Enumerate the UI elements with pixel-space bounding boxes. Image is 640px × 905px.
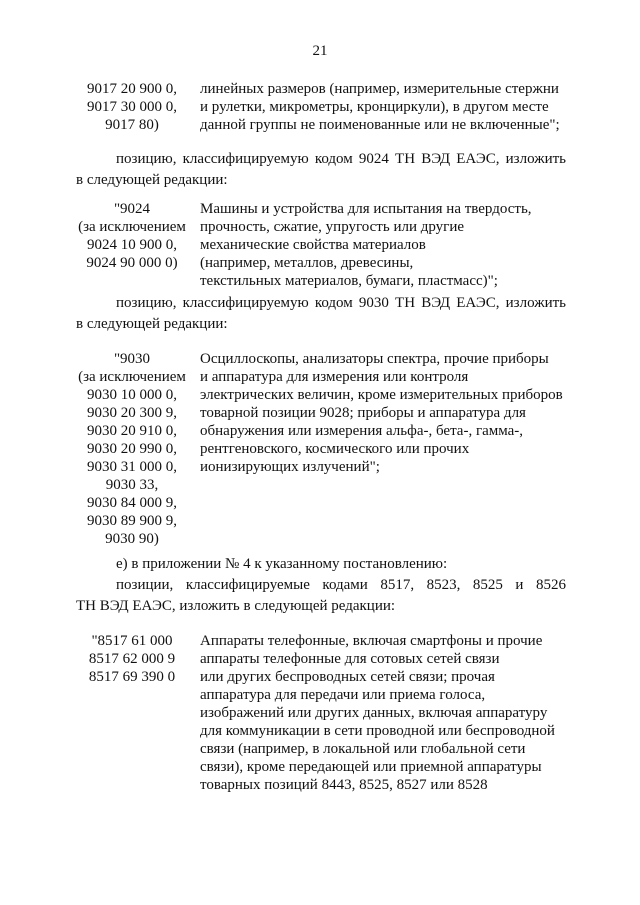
paragraph-appendix-4 [76, 555, 566, 615]
word: изложить [505, 295, 566, 311]
code-line: 9017 20 900 0, [87, 81, 177, 97]
desc-line: обнаружения или измерения альфа-, бета-, гамма-, [200, 423, 524, 439]
paragraph-line [76, 294, 566, 312]
entry-codes [70, 632, 194, 686]
word: классифицируемую [182, 295, 309, 311]
code-line: "9024 [113, 201, 151, 217]
desc-line: ионизирующих излучений"; [200, 459, 380, 475]
paragraph-line [76, 576, 566, 594]
word: классифицируемую [182, 151, 309, 167]
code-line: 9030 84 000 9, [87, 495, 177, 511]
code-line: 9030 20 300 9, [87, 405, 177, 421]
desc-line: или других беспроводных сетей связи; прочая [200, 669, 495, 685]
desc-line: связи), кроме передающей или приемной аппаратуры [200, 759, 542, 775]
word: 8523, [426, 577, 461, 593]
desc-line: Аппараты телефонные, включая смартфоны и прочие [200, 633, 543, 649]
desc-line: текстильных материалов, бумаги, пластмасс)"; [200, 273, 498, 289]
desc-line: связи (например, в локальной или глобальной сети [200, 741, 526, 757]
code-line: "8517 61 000 [91, 633, 173, 649]
page-number: 21 [312, 43, 328, 59]
code-line: 9024 90 000 0) [86, 255, 178, 271]
code-line: 9030 20 990 0, [87, 441, 177, 457]
desc-line: аппараты телефонные для сотовых сетей связи [200, 651, 500, 667]
entry-description [200, 80, 570, 134]
entry-codes [70, 200, 194, 272]
code-line: 9017 80) [105, 117, 159, 133]
desc-line: аппаратура для передачи или приема голоса, [200, 687, 486, 703]
desc-line: и рулетки, микрометры, кронциркули), в другом месте [200, 99, 549, 115]
desc-line: товарных позиций 8443, 8525, 8527 или 8528 [200, 777, 488, 793]
word: кодом [314, 151, 353, 167]
word: ТН [395, 151, 416, 167]
desc-line: товарной позиции 9028; приборы и аппаратура для [200, 405, 526, 421]
word: и [515, 577, 524, 593]
desc-line: данной группы не поименованные или не включенные"; [200, 117, 560, 133]
desc-line: Машины и устройства для испытания на твердость, [200, 201, 532, 217]
word: позицию, [116, 151, 177, 167]
word: 9030 [358, 295, 389, 311]
desc-line: для коммуникации в сети проводной или беспроводной [200, 723, 555, 739]
desc-line: механические свойства материалов [200, 237, 426, 253]
paragraph-line [76, 150, 566, 168]
word: кодом [314, 295, 353, 311]
entry-codes [70, 350, 194, 548]
code-line: 9030 10 000 0, [87, 387, 177, 403]
word: ЕАЭС, [456, 295, 500, 311]
word: ВЭД [421, 295, 451, 311]
code-line: 9024 10 900 0, [87, 237, 177, 253]
desc-line: электрических величин, кроме измерительных приборов [200, 387, 563, 403]
word: ТН [395, 295, 416, 311]
word: классифицируемые [185, 577, 310, 593]
desc-line: прочность, сжатие, упругость или другие [200, 219, 465, 235]
word: 8517, [380, 577, 415, 593]
desc-line: и аппаратура для измерения или контроля [200, 369, 469, 385]
word: позиции, [116, 577, 174, 593]
code-line: 9030 90) [105, 531, 159, 547]
code-line: 9030 89 900 9, [87, 513, 177, 529]
code-line: 9017 30 000 0, [87, 99, 177, 115]
code-line: 8517 69 390 0 [88, 669, 176, 685]
desc-line: изображений или других данных, включая аппаратуру [200, 705, 548, 721]
code-line: (за исключением [78, 219, 186, 235]
entry-codes [70, 80, 194, 134]
word: ЕАЭС, [456, 151, 500, 167]
word: 8525 [472, 577, 503, 593]
word: 8526 [535, 577, 566, 593]
paragraph-line: в следующей редакции: [76, 172, 228, 188]
paragraph-line: в следующей редакции: [76, 316, 228, 332]
desc-line: (например, металлов, древесины, [200, 255, 414, 271]
paragraph-9024-intro [76, 150, 566, 189]
entry-description [200, 200, 570, 290]
word: ВЭД [421, 151, 451, 167]
entry-description [200, 350, 570, 476]
code-line: 9030 31 000 0, [87, 459, 177, 475]
paragraph-line: е) в приложении № 4 к указанному постановлению: [116, 556, 448, 572]
paragraph-line: ТН ВЭД ЕАЭС, изложить в следующей редакции: [76, 598, 396, 614]
code-line: 9030 33, [105, 477, 159, 493]
word: кодами [322, 577, 368, 593]
desc-line: Осциллоскопы, анализаторы спектра, прочие приборы [200, 351, 549, 367]
code-line: 9030 20 910 0, [87, 423, 177, 439]
code-line: 8517 62 000 9 [88, 651, 176, 667]
entry-description [200, 632, 570, 794]
word: позицию, [116, 295, 177, 311]
code-line: "9030 [113, 351, 151, 367]
desc-line: линейных размеров (например, измерительные стержни [200, 81, 559, 97]
code-line: (за исключением [78, 369, 186, 385]
word: изложить [505, 151, 566, 167]
paragraph-9030-intro [76, 294, 566, 333]
desc-line: рентгеновского, космического или прочих [200, 441, 470, 457]
word: 9024 [358, 151, 389, 167]
